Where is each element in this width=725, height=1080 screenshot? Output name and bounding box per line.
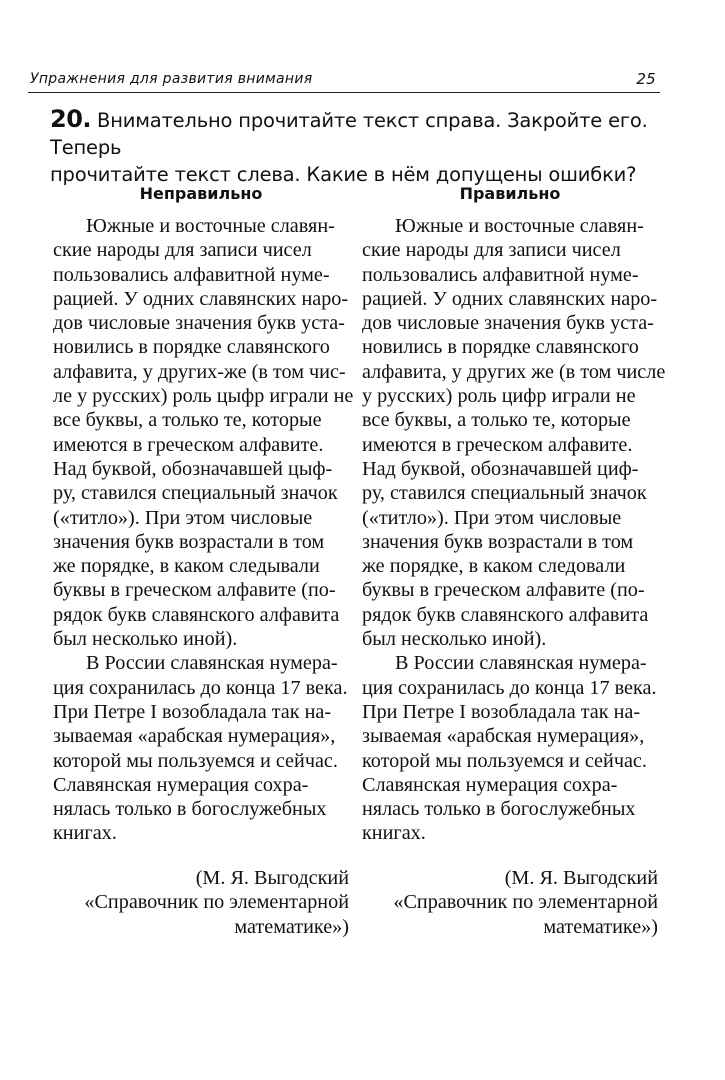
text-line: книгах. [53, 822, 117, 845]
text-line: («титло»). При этом числовые [53, 506, 313, 529]
text-line: был несколько иной). [53, 628, 238, 651]
text-line: (М. Я. Выгодский [195, 866, 349, 889]
left-paragraph-2 [53, 651, 349, 845]
text-line: значения букв возрастали в том [362, 530, 634, 553]
running-header [28, 68, 660, 93]
text-line: же порядке, в каком следовали [362, 555, 626, 578]
text-line: рядок букв славянского алфавита [53, 603, 340, 626]
text-line: Над буквой, обозначавшей циф- [362, 457, 639, 480]
text-line: «Справочник по элементарной [393, 891, 658, 914]
text-line: ру, ставился специальный значок [53, 482, 338, 505]
text-line: алфавита, у других-же (в том чис- [53, 360, 346, 383]
left-paragraph-1 [53, 214, 354, 651]
text-line: буквы в греческом алфавите (по- [362, 579, 645, 602]
text-line: Над буквой, обозначавшей цыф- [53, 457, 333, 480]
text-line: пользовались алфавитной нуме- [362, 263, 639, 286]
text-line: ские народы для записи чисел [362, 239, 621, 262]
text-line: Славянская нумерация сохра- [362, 773, 618, 796]
text-line: же порядке, в каком следывали [53, 555, 320, 578]
text-line: имеются в греческом алфавите. [362, 433, 633, 456]
text-line: ция сохранилась до конца 17 века. [362, 676, 657, 699]
text-line: зываемая «арабская нумерация», [362, 725, 645, 748]
text-line: При Петре I возобладала так на- [53, 700, 332, 723]
text-line: буквы в греческом алфавите (по- [53, 579, 336, 602]
text-line: имеются в греческом алфавите. [53, 433, 324, 456]
text-line: (М. Я. Выгодский [504, 866, 658, 889]
text-line: дов числовые значения букв уста- [362, 312, 654, 335]
page-number: 25 [636, 70, 656, 88]
text-line: книгах. [362, 822, 426, 845]
text-line: алфавита, у других же (в том числе [362, 360, 666, 383]
text-line: («титло»). При этом числовые [362, 506, 622, 529]
text-line: у русских) роль цифр играли не [362, 385, 636, 408]
text-line: В России славянская нумера- [86, 652, 338, 675]
text-line: «Справочник по элементарной [84, 891, 349, 914]
text-line: значения букв возрастали в том [53, 530, 325, 553]
text-line: был несколько иной). [362, 628, 547, 651]
right-citation [362, 866, 658, 940]
text-line: которой мы пользуемся и сейчас. [362, 749, 647, 772]
text-line: все буквы, а только те, которые [53, 409, 322, 432]
right-paragraph-2 [362, 651, 658, 845]
task-number: 20. [50, 105, 92, 133]
chapter-title: Упражнения для развития внимания [30, 71, 313, 87]
text-line: В России славянская нумера- [395, 652, 647, 675]
correct-text-column [362, 180, 666, 940]
text-line: зываемая «арабская нумерация», [53, 725, 336, 748]
text-line: Южные и восточные славян- [86, 215, 335, 237]
task-instruction [50, 106, 670, 188]
text-line: нялась только в богослужебных [53, 798, 327, 821]
incorrect-text-column [53, 180, 354, 940]
text-line: новились в порядке славянского [53, 336, 330, 359]
text-line: рацией. У одних славянских наро- [362, 287, 658, 310]
text-line: которой мы пользуемся и сейчас. [53, 749, 338, 772]
text-line: дов числовые значения букв уста- [53, 312, 345, 335]
text-line: ция сохранилась до конца 17 века. [53, 676, 348, 699]
text-line: рацией. У одних славянских наро- [53, 287, 349, 310]
text-line: ру, ставился специальный значок [362, 482, 647, 505]
text-line: пользовались алфавитной нуме- [53, 263, 330, 286]
text-line: нялась только в богослужебных [362, 798, 636, 821]
text-line: Южные и восточные славян- [395, 215, 644, 237]
task-text-line-2: прочитайте текст слева. Какие в нём допущены ошибки? [50, 163, 637, 186]
incorrect-column-title: Неправильно [139, 184, 263, 203]
task-text-line-1: Внимательно прочитайте текст справа. Закройте его. Теперь [50, 109, 648, 159]
text-line: новились в порядке славянского [362, 336, 639, 359]
text-line: ле у русских) роль цыфр играли не [53, 385, 354, 408]
text-line: ские народы для записи чисел [53, 239, 312, 262]
text-line: рядок букв славянского алфавита [362, 603, 649, 626]
text-line: При Петре I возобладала так на- [362, 700, 641, 723]
text-line: Славянская нумерация сохра- [53, 773, 309, 796]
correct-column-title: Правильно [459, 184, 561, 203]
text-line: математике») [543, 915, 658, 938]
text-line: математике») [234, 915, 349, 938]
left-citation [53, 866, 349, 940]
text-line: все буквы, а только те, которые [362, 409, 631, 432]
right-paragraph-1 [362, 214, 666, 651]
